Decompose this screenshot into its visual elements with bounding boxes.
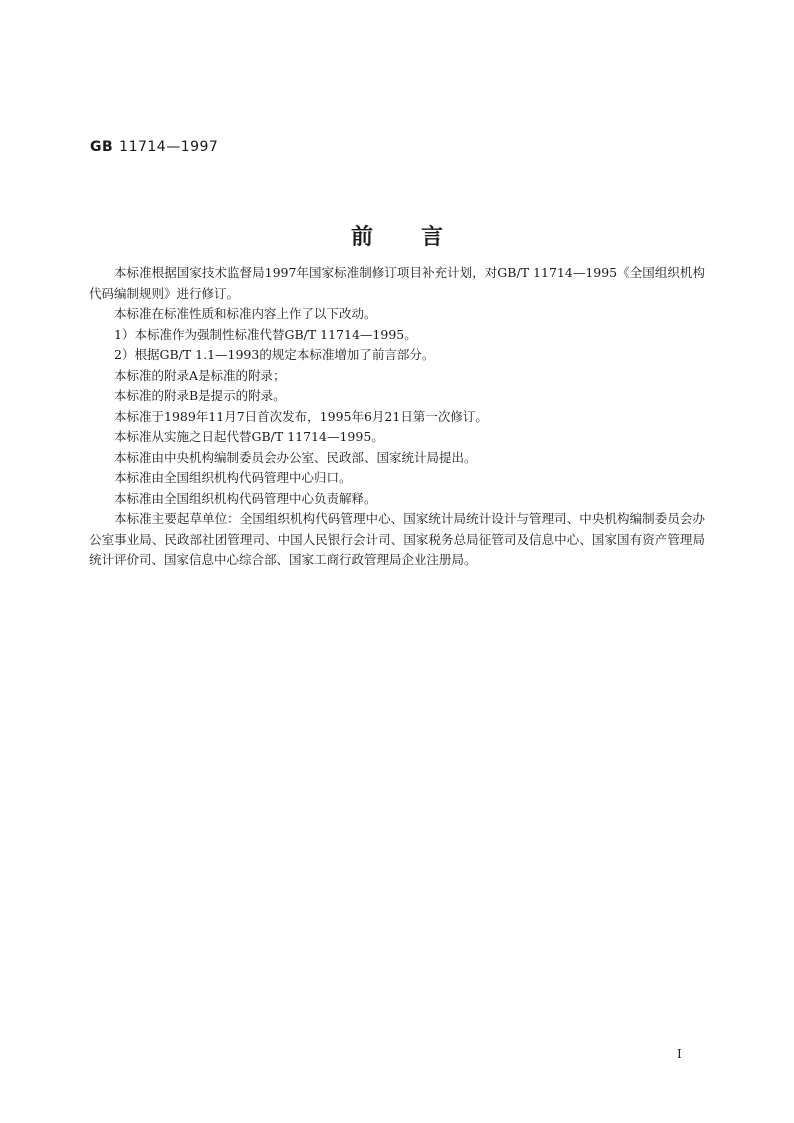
paragraph-interpretation: 本标准由全国组织机构代码管理中心负责解释。 bbox=[114, 490, 377, 506]
paragraph-appendix-b: 本标准的附录B是提示的附录。 bbox=[114, 388, 286, 403]
paragraph-appendix-a: 本标准的附录A是标准的附录； bbox=[114, 367, 286, 383]
paragraph-changes-intro: 本标准在标准性质和标准内容上作了以下改动。 bbox=[114, 306, 377, 321]
paragraph-proposers: 本标准由中央机构编制委员会办公室、民政部、国家统计局提出。 bbox=[114, 449, 477, 465]
paragraph-publication-history: 本标准于1989年11月7日首次发布，1995年6月21日第一次修订。 bbox=[114, 408, 488, 424]
standard-prefix: GB bbox=[90, 139, 114, 155]
paragraph-responsible-unit: 本标准由全国组织机构代码管理中心归口。 bbox=[114, 470, 352, 485]
paragraph-change-2: 2）根据GB/T 1.1—1993的规定本标准增加了前言部分。 bbox=[114, 347, 435, 362]
paragraph-replacement: 本标准从实施之日起代替GB/T 11714—1995。 bbox=[114, 429, 384, 444]
page-number: I bbox=[677, 1047, 682, 1061]
standard-number: 11714—1997 bbox=[119, 139, 219, 155]
page-title: 前言 bbox=[350, 225, 491, 250]
paragraph-change-1: 1）本标准作为强制性标准代替GB/T 11714—1995。 bbox=[114, 326, 417, 342]
foreword-body bbox=[89, 263, 705, 571]
paragraph-drafting-units: 本标准主要起草单位：全国组织机构代码管理中心、国家统计局统计设计与管理司、中央机构编制委员会办公室事业局、民政部社团管理司、中国人民银行会计司、国家税务总局征管司及信息中心、国家国有资产管理局统计评价司、国家信息中心综合部、国家工商行政管理局企业注册局。 bbox=[89, 511, 705, 567]
standard-code bbox=[90, 139, 218, 155]
paragraph-revision-basis: 本标准根据国家技术监督局1997年国家标准制修订项目补充计划，对GB/T 11714—1995《全国组织机构代码编制规则》进行修订。 bbox=[89, 265, 705, 301]
